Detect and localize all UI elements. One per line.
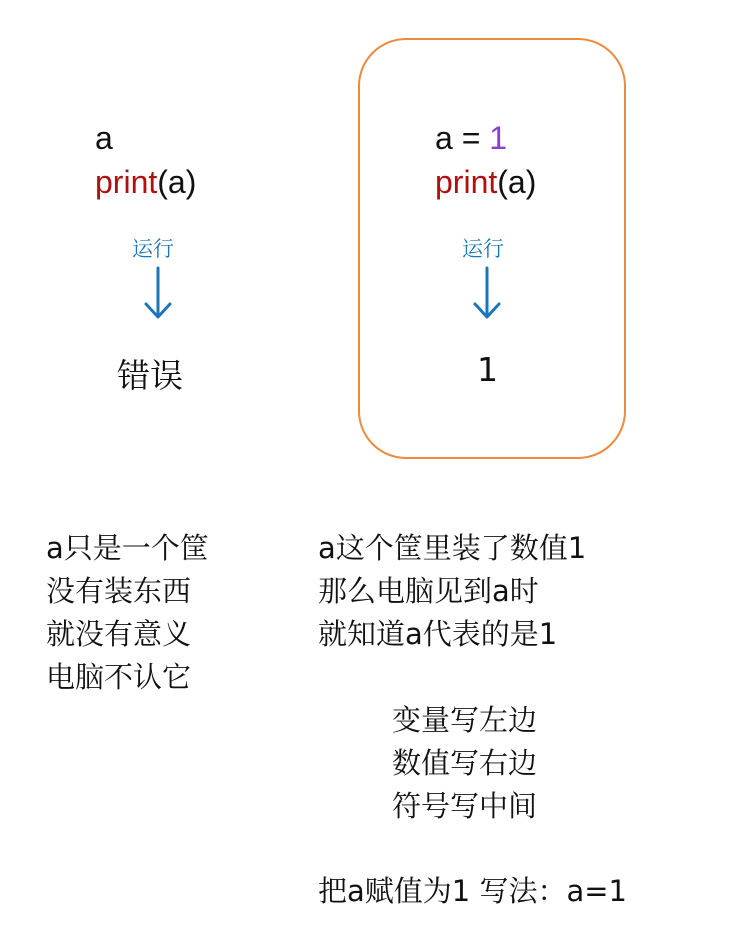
right-run-label: 运行 — [462, 237, 504, 261]
assignment-summary: 把a赋值为1 写法：a=1 — [318, 874, 627, 908]
right-notes — [318, 527, 586, 656]
right-print-args: (a) — [497, 164, 537, 200]
rule-line: 符号写中间 — [392, 789, 538, 823]
right-result: 1 — [477, 350, 498, 389]
right-down-arrow-icon — [471, 266, 503, 322]
right-number-value: 1 — [489, 120, 508, 156]
left-notes — [46, 527, 209, 699]
left-note-line: a只是一个筐 — [46, 531, 209, 565]
left-result: 错误 — [117, 356, 183, 395]
rule-line: 变量写左边 — [392, 703, 538, 737]
left-note-line: 没有装东西 — [46, 574, 192, 608]
right-note-line: a这个筐里装了数值1 — [318, 531, 587, 565]
left-code-line-2 — [95, 162, 196, 202]
right-note-line: 就知道a代表的是1 — [318, 617, 558, 651]
left-variable: a — [95, 120, 113, 156]
left-down-arrow-icon — [142, 266, 174, 322]
rule-line: 数值写右边 — [392, 746, 538, 780]
left-note-line: 电脑不认它 — [46, 660, 192, 694]
right-code-line-2 — [435, 162, 536, 202]
left-print-args: (a) — [157, 164, 197, 200]
right-note-line: 那么电脑见到a时 — [318, 574, 539, 608]
right-print-keyword: print — [435, 164, 498, 200]
right-assign-operator: = — [452, 120, 490, 156]
left-code-line-1 — [95, 118, 113, 158]
left-note-line: 就没有意义 — [46, 617, 192, 651]
right-code-line-1 — [435, 118, 507, 158]
left-run-label: 运行 — [132, 237, 174, 261]
right-variable: a — [435, 120, 453, 156]
assignment-rules — [392, 699, 537, 828]
left-print-keyword: print — [95, 164, 158, 200]
